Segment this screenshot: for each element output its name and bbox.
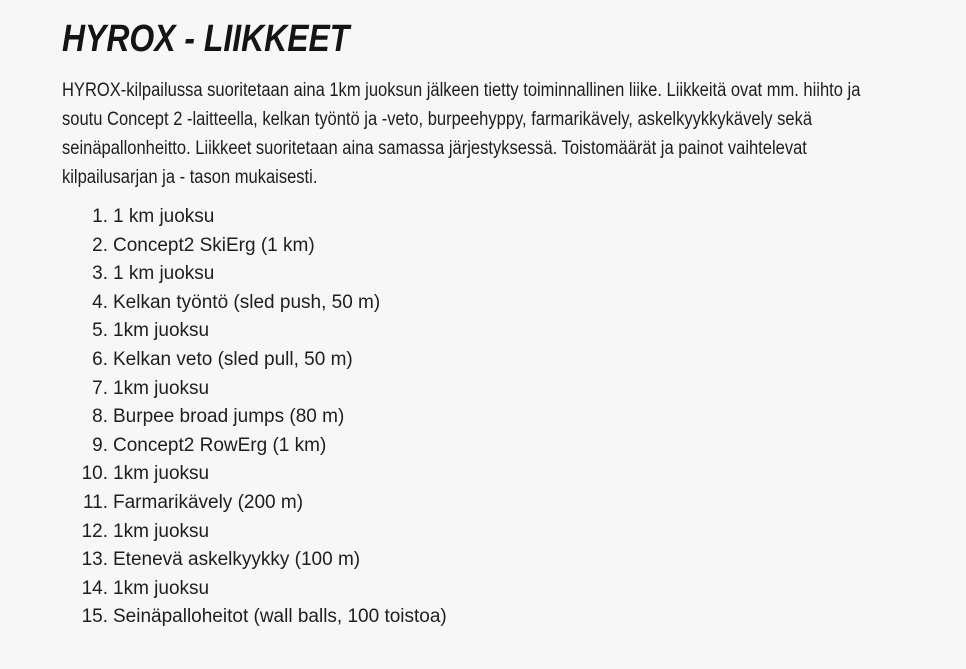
list-item — [62, 260, 966, 289]
list-item-text: 1km juoksu — [113, 463, 210, 485]
list-item — [62, 460, 966, 489]
intro-paragraph-line: seinäpallonheitto. Liikkeet suoritetaan aina samassa järjestyksessä. Toistomäärät ja painot vaihtelevat — [62, 138, 807, 159]
list-item-text: 1 km juoksu — [113, 206, 215, 227]
list-item — [62, 489, 966, 518]
list-item-number: 15. — [81, 606, 108, 628]
list-item-text: Kelkan veto (sled pull, 50 m) — [113, 348, 353, 370]
list-item — [62, 203, 966, 232]
list-item-number: 13. — [81, 549, 108, 571]
list-item — [62, 232, 966, 261]
list-item-number: 1. — [92, 206, 108, 227]
list-item — [62, 518, 966, 547]
list-item-number: 9. — [92, 434, 108, 456]
list-item-text: 1km juoksu — [113, 577, 210, 599]
list-item — [62, 575, 966, 604]
list-item — [62, 432, 966, 461]
list-item-number: 3. — [92, 263, 108, 285]
list-item-number: 11. — [82, 491, 108, 513]
list-item-number: 2. — [92, 234, 108, 256]
list-item — [62, 346, 966, 375]
list-item-text: 1km juoksu — [113, 320, 210, 342]
list-item — [62, 375, 966, 404]
list-item — [62, 317, 966, 346]
list-item — [62, 403, 966, 432]
list-item-text: Farmarikävely (200 m) — [113, 491, 304, 513]
list-item-text: 1 km juoksu — [113, 263, 215, 285]
exercise-list — [62, 203, 966, 632]
article-page — [0, 16, 966, 669]
list-item-number: 7. — [92, 377, 108, 399]
list-item-number: 12. — [81, 520, 108, 542]
list-item-number: 5. — [92, 320, 108, 342]
list-item-text: Concept2 RowErg (1 km) — [113, 434, 327, 456]
list-item — [62, 289, 966, 318]
intro-paragraph-line: soutu Concept 2 -laitteella, kelkan työntö ja -veto, burpeehyppy, farmarikävely, askelkyykkykävely sekä — [62, 109, 813, 130]
list-item-text: 1km juoksu — [113, 377, 210, 399]
list-item — [62, 546, 966, 575]
intro-paragraph — [62, 76, 966, 192]
list-item-number: 6. — [92, 348, 108, 370]
list-item-number: 8. — [92, 406, 108, 428]
list-item-number: 10. — [81, 463, 108, 485]
list-item — [62, 603, 966, 632]
intro-paragraph-line: HYROX-kilpailussa suoritetaan aina 1km juoksun jälkeen tietty toiminnallinen liike. Liikkeitä ovat mm. hiihto ja — [62, 80, 861, 101]
list-item-text: Burpee broad jumps (80 m) — [113, 406, 345, 428]
list-item-text: Etenevä askelkyykky (100 m) — [113, 549, 361, 571]
intro-paragraph-line: kilpailusarjan ja - tason mukaisesti. — [62, 167, 318, 188]
list-item-text: Seinäpalloheitot (wall balls, 100 toistoa) — [113, 606, 447, 628]
list-item-text: 1km juoksu — [113, 520, 210, 542]
list-item-number: 4. — [92, 291, 108, 313]
list-item-text: Concept2 SkiErg (1 km) — [113, 234, 315, 256]
list-item-number: 14. — [81, 577, 108, 599]
list-item-text: Kelkan työntö (sled push, 50 m) — [113, 291, 381, 313]
page-title: HYROX - LIIKKEET — [62, 18, 350, 60]
